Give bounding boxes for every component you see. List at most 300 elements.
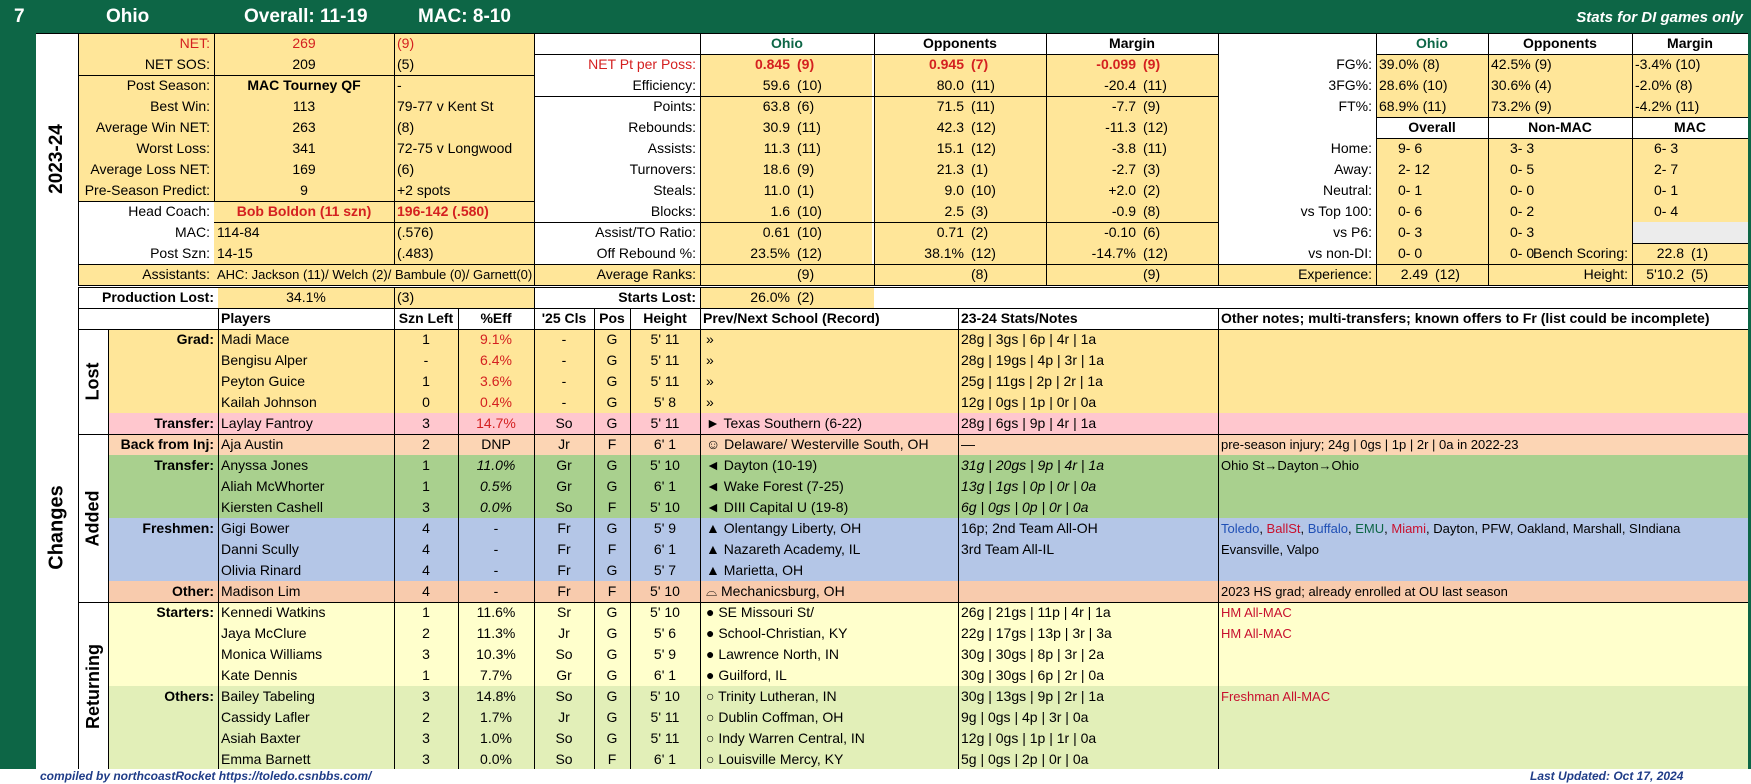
- stat-label: Rebounds:: [628, 119, 696, 135]
- grid-line: [958, 308, 959, 770]
- player-szn-left: 3: [422, 730, 430, 746]
- player-notes: [1218, 413, 1748, 434]
- roster-header: 23-24 Stats/Notes: [961, 310, 1078, 326]
- player-stats: 12g | 0gs | 1p | 0r | 0a: [961, 394, 1097, 410]
- player-eff: 14.7%: [476, 415, 516, 431]
- player-class: Jr: [558, 436, 570, 452]
- bench-value: 22.8: [1632, 243, 1688, 264]
- player-school: ◄ Dayton (10-19): [706, 457, 818, 473]
- player-szn-left: 4: [422, 541, 430, 557]
- player-pos: G: [606, 394, 618, 410]
- offer-item: , Dayton, PFW, Oakland, Marshall, SIndiana: [1426, 521, 1681, 536]
- player-pos: G: [606, 457, 618, 473]
- stat-value: -0.9: [1046, 201, 1140, 222]
- stat-value: 2.5: [874, 201, 968, 222]
- player-eff: 0.5%: [480, 478, 512, 494]
- player-notes: [1218, 329, 1748, 350]
- team-name: Ohio: [106, 6, 150, 27]
- player-height: 5' 11: [650, 709, 680, 725]
- player-pos: G: [606, 667, 618, 683]
- rec-col-mac: MAC: [1674, 119, 1706, 135]
- player-pos: G: [606, 562, 618, 578]
- player-notes: pre-season injury; 24g | 0gs | 1p | 2r | 0a in 2022-23: [1221, 437, 1519, 452]
- bench-label: Bench Scoring:: [1533, 245, 1628, 261]
- player-name: Kiersten Cashell: [221, 499, 323, 515]
- player-pos: F: [607, 751, 617, 767]
- production-lost-label: Production Lost:: [102, 289, 214, 305]
- player-notes: 2023 HS grad; already enrolled at OU last season: [1221, 584, 1508, 599]
- net-extra: (9): [397, 35, 415, 51]
- player-category: [100, 728, 218, 749]
- player-name: Laylay Fantroy: [221, 415, 313, 431]
- offer-item: Miami: [1391, 521, 1427, 536]
- player-class: Sr: [557, 604, 571, 620]
- player-eff: -: [493, 583, 499, 599]
- player-eff: -: [493, 541, 499, 557]
- stat-label: Efficiency:: [632, 77, 696, 93]
- player-height: 5' 11: [650, 373, 680, 389]
- player-height: 5' 7: [653, 562, 677, 578]
- player-eff: 6.4%: [480, 352, 512, 368]
- offer-item: ,: [1300, 521, 1308, 536]
- rec-label: vs P6:: [1333, 224, 1372, 240]
- stat-rank: (11): [968, 96, 1046, 117]
- player-notes: [1218, 392, 1748, 413]
- rec-col-overall: Overall: [1408, 119, 1456, 135]
- stat-rank: (8): [1140, 201, 1218, 222]
- stat-value: 0.945: [874, 54, 968, 75]
- player-stats: 22g | 17gs | 13p | 3r | 3a: [961, 625, 1112, 641]
- player-name: Kennedi Watkins: [221, 604, 326, 620]
- cell: 2- 7: [1632, 159, 1748, 180]
- shoot-col-margin: Margin: [1667, 35, 1713, 51]
- grid-line: [458, 308, 459, 770]
- stat-rank: (12): [794, 243, 872, 264]
- player-height: 6' 1: [653, 541, 677, 557]
- player-class: Jr: [558, 625, 570, 641]
- player-height: 5' 11: [650, 352, 680, 368]
- coach_post-value: 14-15: [217, 245, 253, 261]
- stat-label: Average Ranks:: [596, 266, 696, 282]
- player-notes: Freshman All-MAC: [1221, 689, 1331, 704]
- roster-header: '25 Cls: [541, 310, 587, 326]
- net_sos-value: 209: [292, 56, 316, 72]
- stat-value: +2.0: [1046, 180, 1140, 201]
- cell: [1632, 222, 1748, 243]
- player-school: ○ Dublin Coffman, OH: [706, 709, 844, 725]
- player-class: Fr: [557, 541, 571, 557]
- grid-line: [78, 287, 1748, 288]
- player-category: [100, 392, 218, 413]
- player-height: 6' 1: [653, 751, 677, 767]
- best_win-label: Best Win:: [150, 98, 210, 114]
- player-szn-left: 1: [422, 604, 430, 620]
- player-name: Aja Austin: [221, 436, 284, 452]
- stat-value: 11.3: [700, 138, 794, 159]
- grid-line: [700, 33, 701, 285]
- player-class: So: [555, 730, 573, 746]
- experience-value: 2.49: [1376, 264, 1432, 285]
- stat-rank: (12): [1140, 117, 1218, 138]
- player-class: So: [555, 646, 573, 662]
- returning-label-text: Returning: [82, 643, 103, 729]
- cell: 0- 2: [1488, 201, 1632, 222]
- player-category: [100, 476, 218, 497]
- player-stats: 30g | 30gs | 8p | 3r | 2a: [961, 646, 1104, 662]
- starts-lost-value: 26.0%: [700, 287, 794, 308]
- preseason-extra: +2 spots: [397, 182, 451, 198]
- assistants-value: AHC: Jackson (11)/ Welch (2)/ Bambule (0)/ Garnett(0): [217, 267, 533, 282]
- player-school: ◄ Wake Forest (7-25): [706, 478, 844, 494]
- player-notes: [1218, 350, 1748, 371]
- player-school: ☺ Delaware/ Westerville South, OH: [706, 436, 929, 452]
- roster-header: Szn Left: [398, 310, 454, 326]
- player-pos: G: [606, 688, 618, 704]
- player-category: Others:: [164, 688, 214, 704]
- player-notes: [1218, 728, 1748, 749]
- grid-line: [78, 75, 534, 76]
- player-stats: 30g | 30gs | 6p | 2r | 0a: [961, 667, 1104, 683]
- player-school: ⌓ Mechanicsburg, OH: [706, 583, 845, 599]
- grid-line: [1046, 33, 1047, 285]
- cell: -3.4% (10): [1632, 54, 1748, 75]
- lost-label: [78, 329, 108, 434]
- player-category: [100, 665, 218, 686]
- grid-line: [78, 287, 79, 770]
- rec-label: Away:: [1334, 161, 1372, 177]
- shoot-label: FT%:: [1338, 98, 1372, 114]
- player-school: ○ Indy Warren Central, IN: [706, 730, 865, 746]
- header-note: Stats for DI games only: [1576, 9, 1743, 26]
- player-pos: G: [606, 625, 618, 641]
- grid-line: [214, 33, 215, 201]
- worst_loss-extra: 72-75 v Longwood: [397, 140, 513, 156]
- player-height: 5' 9: [653, 520, 677, 536]
- grid-line: [1376, 33, 1377, 285]
- player-notes: [1218, 707, 1748, 728]
- player-category: [100, 497, 218, 518]
- avg_loss-value: 169: [292, 161, 316, 177]
- stat-value: [700, 264, 794, 285]
- player-notes: [1218, 497, 1748, 518]
- player-eff: 3.6%: [480, 373, 512, 389]
- starts-lost-label: Starts Lost:: [618, 289, 696, 305]
- player-notes: [1218, 644, 1748, 665]
- player-szn-left: 0: [422, 394, 430, 410]
- rec-label: Neutral:: [1322, 182, 1372, 198]
- player-szn-left: 3: [422, 751, 430, 767]
- stat-value: [1046, 264, 1140, 285]
- stat-label: Blocks:: [650, 203, 696, 219]
- stat-rank: (9): [794, 159, 872, 180]
- grid-line: [108, 329, 109, 770]
- added-label: [78, 434, 108, 602]
- player-szn-left: 4: [422, 562, 430, 578]
- stat-rank: (7): [968, 54, 1046, 75]
- cell: 68.9% (11): [1376, 96, 1488, 117]
- player-category: [100, 623, 218, 644]
- overall-record: Overall: 11-19: [244, 6, 368, 27]
- player-stats: 9g | 0gs | 4p | 3r | 0a: [961, 709, 1089, 725]
- player-height: 5' 11: [650, 415, 680, 431]
- rank: 7: [14, 6, 25, 27]
- cell: 0- 5: [1488, 159, 1632, 180]
- grid-line: [630, 308, 631, 770]
- stat-value: 0.845: [700, 54, 794, 75]
- player-name: Asiah Baxter: [221, 730, 301, 746]
- stat-value: -20.4: [1046, 75, 1140, 96]
- player-class: -: [561, 373, 567, 389]
- player-stats: 16p; 2nd Team All-OH: [961, 520, 1098, 536]
- player-category: Transfer:: [154, 457, 214, 473]
- player-szn-left: 3: [422, 688, 430, 704]
- stat-value: -0.10: [1046, 222, 1140, 243]
- bench-rank: (1): [1688, 243, 1748, 264]
- grid-line: [534, 33, 535, 285]
- player-pos: F: [607, 583, 617, 599]
- changes-label: [36, 287, 78, 768]
- stat-value: 0.71: [874, 222, 968, 243]
- player-name: Peyton Guice: [221, 373, 306, 389]
- worst_loss-label: Worst Loss:: [136, 140, 210, 156]
- stat-rank: (10): [794, 75, 872, 96]
- player-name: Bailey Tabeling: [221, 688, 315, 704]
- player-height: 6' 1: [653, 478, 677, 494]
- player-name: Monica Williams: [221, 646, 323, 662]
- player-class: Fr: [557, 520, 571, 536]
- best_win-extra: 79-77 v Kent St: [397, 98, 494, 114]
- stat-rank: (12): [968, 138, 1046, 159]
- grid-line: [78, 602, 1748, 603]
- net-label: NET:: [179, 35, 210, 51]
- player-szn-left: 3: [422, 415, 430, 431]
- player-pos: F: [607, 436, 617, 452]
- player-szn-left: 4: [422, 583, 430, 599]
- player-stats: [958, 560, 1218, 581]
- player-class: So: [555, 499, 573, 515]
- height-label: Height:: [1583, 266, 1628, 282]
- player-class: Jr: [558, 709, 570, 725]
- stat-rank: (6): [1140, 222, 1218, 243]
- stat-rank: (9): [1140, 54, 1218, 75]
- player-height: 5' 10: [650, 457, 680, 473]
- player-szn-left: 4: [422, 520, 430, 536]
- player-height: 5' 10: [650, 499, 680, 515]
- grid-line: [534, 54, 1218, 55]
- stat-value: 71.5: [874, 96, 968, 117]
- avg_win-extra: (8): [397, 119, 415, 135]
- stat-rank: (11): [1140, 138, 1218, 159]
- player-height: 6' 1: [653, 436, 677, 452]
- player-category: Starters:: [156, 604, 214, 620]
- player-pos: G: [606, 373, 618, 389]
- stat-value: 15.1: [874, 138, 968, 159]
- experience-rank: (12): [1432, 264, 1488, 285]
- player-category: [100, 371, 218, 392]
- added-label-text: Added: [82, 490, 103, 546]
- player-pos: G: [606, 478, 618, 494]
- stat-rank: (3): [1140, 159, 1218, 180]
- player-eff: 0.4%: [480, 394, 512, 410]
- grid-line: [394, 33, 395, 264]
- coach_post-extra: (.483): [397, 245, 434, 261]
- player-name: Gigi Bower: [221, 520, 290, 536]
- post_season-label: Post Season:: [126, 77, 210, 93]
- player-szn-left: 3: [422, 646, 430, 662]
- player-school: »: [706, 394, 714, 410]
- stat-value: 42.3: [874, 117, 968, 138]
- grid-line: [1218, 308, 1219, 770]
- stat-label: Off Rebound %:: [596, 245, 696, 261]
- player-school: ► Texas Southern (6-22): [706, 415, 863, 431]
- cell: 39.0% (8): [1376, 54, 1488, 75]
- player-category: [100, 707, 218, 728]
- avg_win-value: 263: [292, 119, 316, 135]
- stat-label: NET Pt per Poss:: [588, 56, 696, 72]
- roster-header: Prev/Next School (Record): [703, 310, 880, 326]
- stat-rank: (9): [794, 54, 872, 75]
- stat-value: 38.1%: [874, 243, 968, 264]
- player-name: Madison Lim: [221, 583, 301, 599]
- player-name: Jaya McClure: [221, 625, 307, 641]
- player-notes: HM All-MAC: [1221, 605, 1292, 620]
- player-category: [100, 350, 218, 371]
- player-szn-left: 3: [422, 499, 430, 515]
- stat-rank: (11): [968, 75, 1046, 96]
- stat-rank: (9): [1143, 266, 1161, 282]
- grid-line: [534, 222, 1218, 223]
- lost-label-text: Lost: [82, 362, 103, 401]
- season-label-text: 2023-24: [46, 124, 68, 194]
- roster-header: Players: [221, 310, 271, 326]
- coach-extra: 196-142 (.580): [397, 203, 489, 219]
- footer: [0, 769, 1751, 784]
- player-name: Aliah McWhorter: [221, 478, 325, 494]
- stat-value: -2.7: [1046, 159, 1140, 180]
- post_season-value: MAC Tourney QF: [247, 77, 361, 93]
- coach-value: Bob Boldon (11 szn): [236, 203, 372, 219]
- coach_mac-value: 114-84: [217, 224, 260, 240]
- player-stats: 28g | 6gs | 9p | 4r | 1a: [961, 415, 1097, 431]
- cell: 2- 12: [1376, 159, 1488, 180]
- player-school: ○ Louisville Mercy, KY: [706, 751, 844, 767]
- roster-header: %Eff: [480, 310, 512, 326]
- rec-label: vs Top 100:: [1300, 203, 1372, 219]
- player-category: Other:: [172, 583, 214, 599]
- player-name: Kate Dennis: [221, 667, 298, 683]
- grid-line: [1218, 33, 1219, 285]
- cell: 0- 1: [1376, 180, 1488, 201]
- offer-item: Toledo: [1221, 521, 1260, 536]
- player-notes: [1218, 749, 1748, 770]
- stat-label: Assist/TO Ratio:: [595, 224, 696, 240]
- cell: 0- 6: [1376, 201, 1488, 222]
- player-class: Gr: [556, 457, 572, 473]
- player-notes: Evansville, Valpo: [1221, 542, 1320, 557]
- grid-line: [1488, 33, 1489, 285]
- stat-value: 9.0: [874, 180, 968, 201]
- net-value: 269: [292, 35, 316, 51]
- player-stats: —: [961, 436, 975, 452]
- stat-rank: (10): [968, 180, 1046, 201]
- starts-lost-rank: (2): [794, 287, 874, 308]
- player-name: Cassidy Lafler: [221, 709, 310, 725]
- player-class: Gr: [556, 478, 572, 494]
- player-class: Gr: [556, 667, 572, 683]
- left-border: [0, 33, 36, 769]
- cell: 30.6% (4): [1488, 75, 1632, 96]
- player-height: 6' 1: [653, 667, 677, 683]
- player-pos: G: [606, 730, 618, 746]
- player-height: 5' 10: [650, 583, 680, 599]
- stat-rank: (2): [968, 222, 1046, 243]
- player-stats: 13g | 1gs | 0p | 0r | 0a: [961, 478, 1097, 494]
- stat-label: Steals:: [653, 182, 696, 198]
- coach_mac-extra: (.576): [397, 224, 434, 240]
- shoot-label: 3FG%:: [1328, 77, 1372, 93]
- coach_post-label: Post Szn:: [78, 243, 214, 264]
- shoot-col-opp: Opponents: [1523, 35, 1597, 51]
- player-category: Grad:: [176, 331, 214, 347]
- player-category: [100, 560, 218, 581]
- player-stats: 26g | 21gs | 11p | 4r | 1a: [961, 604, 1111, 620]
- cell: -4.2% (11): [1632, 96, 1748, 117]
- player-eff: DNP: [481, 436, 511, 452]
- player-school: »: [706, 331, 714, 347]
- rec-col-nonmac: Non-MAC: [1528, 119, 1592, 135]
- player-height: 5' 11: [650, 331, 680, 347]
- player-eff: -: [493, 562, 499, 578]
- cell: 28.6% (10): [1376, 75, 1488, 96]
- grid-line: [534, 287, 535, 770]
- player-eff: -: [493, 520, 499, 536]
- player-szn-left: 1: [422, 667, 430, 683]
- player-class: Fr: [557, 583, 571, 599]
- grid-line: [78, 434, 1748, 435]
- roster-header: Height: [643, 310, 687, 326]
- player-eff: 7.7%: [480, 667, 512, 683]
- player-height: 5' 11: [650, 730, 680, 746]
- stat-value: 21.3: [874, 159, 968, 180]
- grid-line: [874, 33, 875, 285]
- player-szn-left: 1: [422, 331, 430, 347]
- player-school: ▲ Marietta, OH: [706, 562, 804, 578]
- offer-item: EMU: [1355, 521, 1385, 536]
- stat-value: 30.9: [700, 117, 794, 138]
- stat-rank: (11): [794, 117, 872, 138]
- col-ohio: Ohio: [771, 35, 803, 51]
- stat-rank: (12): [968, 243, 1046, 264]
- grid-line: [394, 287, 395, 770]
- player-notes: [1218, 476, 1748, 497]
- offers-list: [1218, 518, 1748, 539]
- player-height: 5' 6: [653, 625, 677, 641]
- best_win-value: 113: [292, 98, 316, 114]
- player-pos: G: [606, 352, 618, 368]
- player-szn-left: 2: [422, 709, 430, 725]
- grid-line: [36, 285, 1748, 286]
- stat-value: 23.5%: [700, 243, 794, 264]
- avg_win-label: Average Win NET:: [95, 119, 210, 135]
- player-category: [100, 749, 218, 770]
- player-category: Back from Inj:: [120, 436, 214, 452]
- cell: 0- 0: [1376, 243, 1488, 264]
- stat-rank: (11): [794, 138, 872, 159]
- grid-line: [1376, 138, 1748, 139]
- player-school: »: [706, 373, 714, 389]
- player-pos: G: [606, 415, 618, 431]
- grid-line: [78, 329, 1748, 330]
